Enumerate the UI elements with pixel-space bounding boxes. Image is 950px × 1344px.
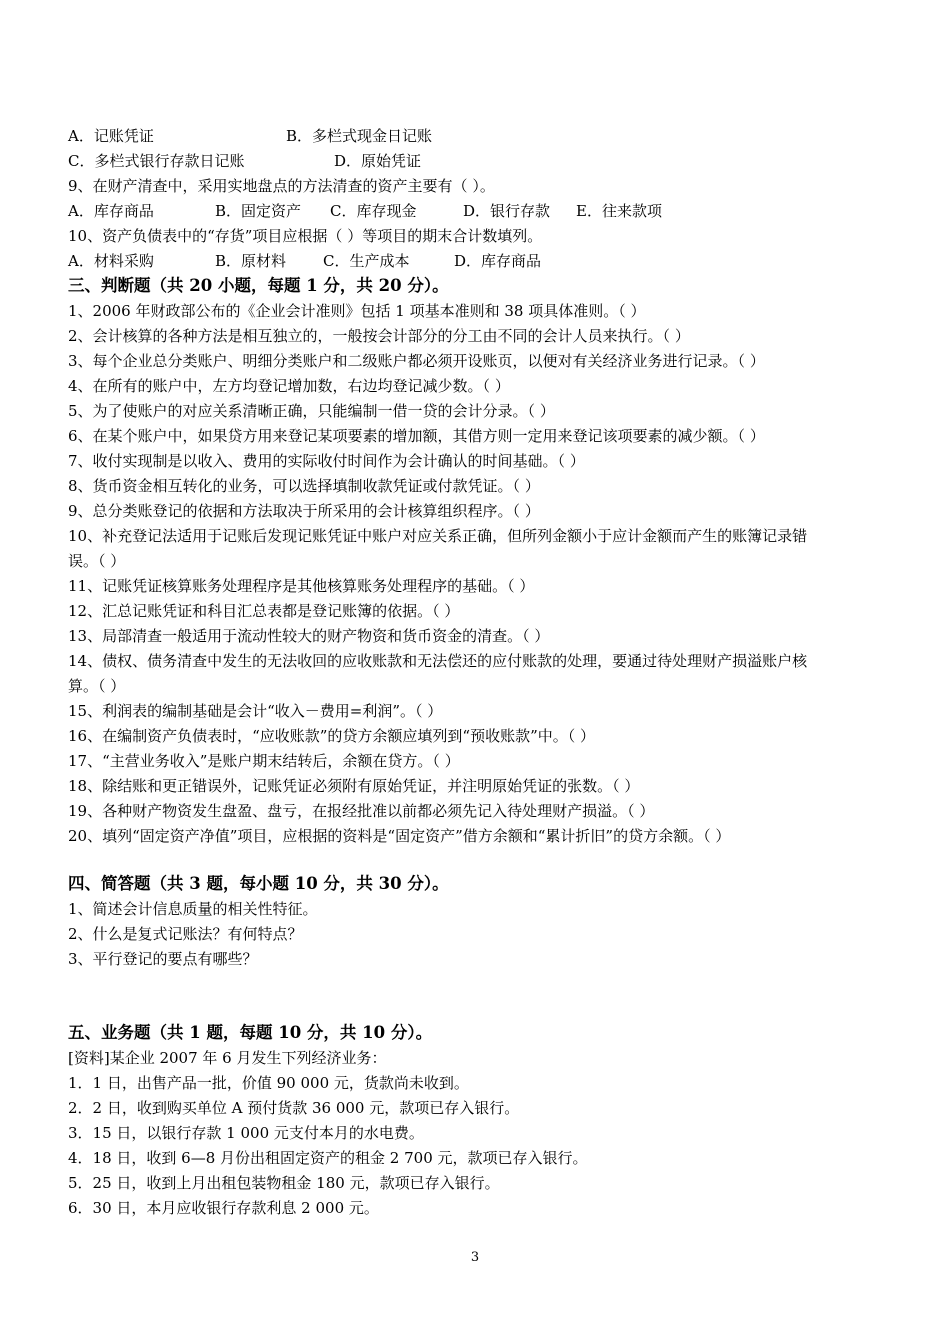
q9-option-b: B．固定资产 xyxy=(215,202,302,220)
judgment-item: 17、“主营业务收入”是账户期末结转后，余额在贷方。（ ） xyxy=(68,752,460,770)
judgment-item: 14、债权、债务清查中发生的无法收回的应收账款和无法偿还的应付账款的处理，要通过待处理财产损溢账户核 xyxy=(68,652,808,670)
short-answer-item: 2、什么是复式记账法？有何特点？ xyxy=(68,925,303,943)
judgment-item: 3、每个企业总分类账户、明细分类账户和二级账户都必须开设账页，以便对有关经济业务进行记录。（ ） xyxy=(68,352,765,370)
business-item: 4．18 日，收到 6—8 月份出租固定资产的租金 2 700 元，款项已存入银行。 xyxy=(68,1149,588,1167)
q8-option-a: A．记账凭证 xyxy=(68,127,154,145)
q8-option-b: B．多栏式现金日记账 xyxy=(286,127,433,145)
judgment-item: 4、在所有的账户中，左方均登记增加数，右边均登记减少数。（ ） xyxy=(68,377,510,395)
short-answer-item: 3、平行登记的要点有哪些？ xyxy=(68,950,258,968)
short-answer-item: 1、简述会计信息质量的相关性特征。 xyxy=(68,900,318,918)
judgment-item-continuation: 误。（ ） xyxy=(68,552,126,570)
business-item: 5．25 日，收到上月出租包装物租金 180 元，款项已存入银行。 xyxy=(68,1174,500,1192)
section-3-title: 三、判断题（共 20 小题，每题 1 分，共 20 分）。 xyxy=(68,276,449,295)
q10-option-c: C．生产成本 xyxy=(323,252,410,270)
judgment-item: 7、收付实现制是以收入、费用的实际收付时间作为会计确认的时间基础。（ ） xyxy=(68,452,585,470)
q10-option-d: D．库存商品 xyxy=(454,252,542,270)
judgment-item: 11、记账凭证核算账务处理程序是其他核算账务处理程序的基础。（ ） xyxy=(68,577,535,595)
q8-option-c: C．多栏式银行存款日记账 xyxy=(68,152,245,170)
judgment-item: 12、汇总记账凭证和科目汇总表都是登记账簿的依据。（ ） xyxy=(68,602,460,620)
judgment-item-continuation: 算。（ ） xyxy=(68,677,126,695)
q9-option-e: E．往来款项 xyxy=(576,202,662,220)
page-number: 3 xyxy=(470,1250,480,1265)
q9-stem: 9、在财产清查中，采用实地盘点的方法清查的资产主要有（ ）。 xyxy=(68,177,495,195)
q9-option-a: A．库存商品 xyxy=(68,202,154,220)
business-item: 3．15 日，以银行存款 1 000 元支付本月的水电费。 xyxy=(68,1124,424,1142)
judgment-item: 18、除结账和更正错误外，记账凭证必须附有原始凭证，并注明原始凭证的张数。（ ） xyxy=(68,777,640,795)
business-intro: [资料]某企业 2007 年 6 月发生下列经济业务： xyxy=(68,1049,387,1067)
q8-option-d: D．原始凭证 xyxy=(334,152,422,170)
q10-option-b: B．原材料 xyxy=(215,252,287,270)
judgment-item: 8、货币资金相互转化的业务，可以选择填制收款凭证或付款凭证。（ ） xyxy=(68,477,540,495)
business-item: 6．30 日，本月应收银行存款利息 2 000 元。 xyxy=(68,1199,379,1217)
q10-option-a: A．材料采购 xyxy=(68,252,154,270)
judgment-item: 15、利润表的编制基础是会计“收入－费用=利润”。（ ） xyxy=(68,702,443,720)
judgment-item: 2、会计核算的各种方法是相互独立的，一般按会计部分的分工由不同的会计人员来执行。（ ） xyxy=(68,327,690,345)
judgment-item: 13、局部清查一般适用于流动性较大的财产物资和货币资金的清查。（ ） xyxy=(68,627,550,645)
q9-option-c: C．库存现金 xyxy=(330,202,417,220)
judgment-item: 16、在编制资产负债表时，“应收账款”的贷方余额应填列到“预收账款”中。（ ） xyxy=(68,727,596,745)
business-item: 1．1 日，出售产品一批，价值 90 000 元，货款尚未收到。 xyxy=(68,1074,469,1092)
judgment-item: 1、2006 年财政部公布的《企业会计准则》包括 1 项基本准则和 38 项具体准则。（ ） xyxy=(68,302,646,320)
section-4-title: 四、简答题（共 3 题，每小题 10 分，共 30 分）。 xyxy=(68,874,449,893)
business-item: 2．2 日，收到购买单位 A 预付货款 36 000 元，款项已存入银行。 xyxy=(68,1099,520,1117)
judgment-item: 10、补充登记法适用于记账后发现记账凭证中账户对应关系正确，但所列金额小于应计金额而产生的账簿记录错 xyxy=(68,527,808,545)
q10-stem: 10、资产负债表中的“存货”项目应根据（ ）等项目的期末合计数填列。 xyxy=(68,227,543,245)
judgment-item: 19、各种财产物资发生盘盈、盘亏，在报经批准以前都必须先记入待处理财产损溢。（ ） xyxy=(68,802,655,820)
q9-option-d: D．银行存款 xyxy=(463,202,551,220)
section-5-title: 五、业务题（共 1 题，每题 10 分，共 10 分）。 xyxy=(68,1023,433,1042)
judgment-item: 6、在某个账户中，如果贷方用来登记某项要素的增加额，其借方则一定用来登记该项要素的减少额。（ ） xyxy=(68,427,765,445)
judgment-item: 5、为了使账户的对应关系清晰正确，只能编制一借一贷的会计分录。（ ） xyxy=(68,402,555,420)
judgment-item: 20、填列“固定资产净值”项目，应根据的资料是“固定资产”借方余额和“累计折旧”的贷方余额。（ ） xyxy=(68,827,731,845)
judgment-item: 9、总分类账登记的依据和方法取决于所采用的会计核算组织程序。（ ） xyxy=(68,502,540,520)
